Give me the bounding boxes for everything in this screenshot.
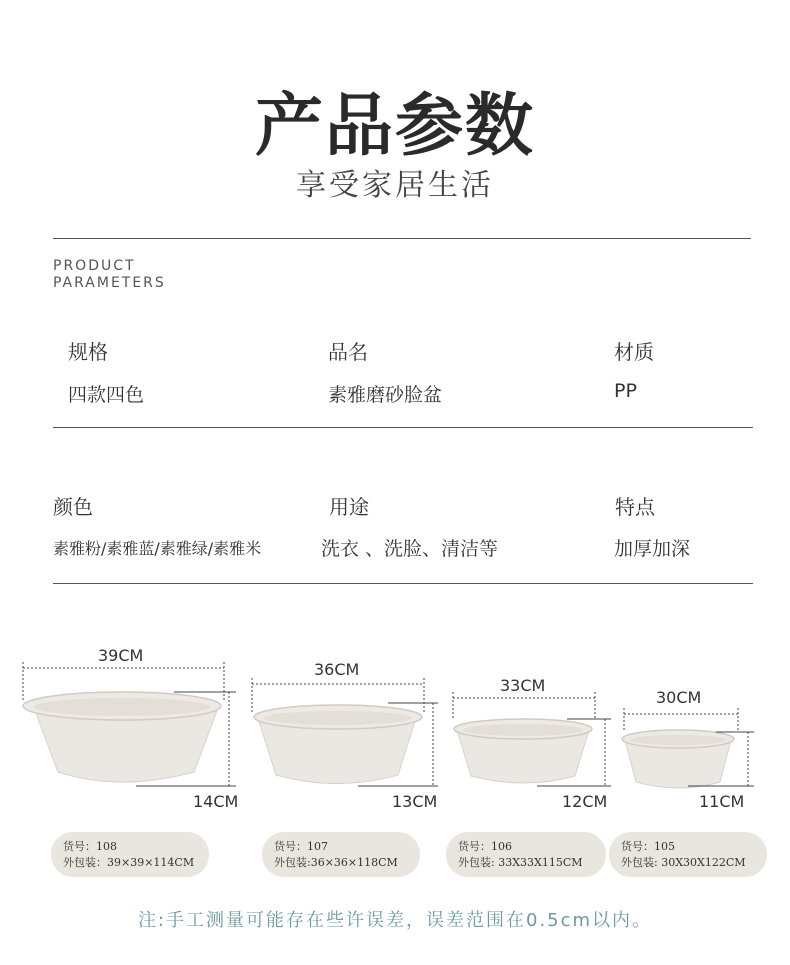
param-value-feature: 加厚加深 [614,538,691,560]
width-label-105: 30CM [656,688,702,707]
param-label-name: 品名 [328,340,368,364]
param-label-feature: 特点 [615,495,655,519]
sku-label: 货号：106 [458,840,512,853]
param-label-usage: 用途 [329,495,369,519]
param-label-color: 颜色 [53,495,93,519]
height-label-105: 11CM [699,792,745,811]
package-label: 外包装: 30X30X122CM [621,856,746,869]
basin-image-108 [18,640,250,815]
sku-label: 货号：108 [63,840,117,853]
width-label-108: 39CM [98,646,144,665]
divider [53,583,753,584]
height-label-106: 12CM [562,792,608,811]
section-en-label: PRODUCT [53,258,136,274]
package-label: 外包装: 33X33X115CM [458,856,583,869]
param-value-usage: 洗衣 、洗脸、清洁等 [321,538,499,560]
param-label-spec: 规格 [68,340,108,364]
page-title: 产品参数 [254,87,535,166]
measurement-note: 注:手工测量可能存在些许误差，误差范围在0.5cm以内。 [137,910,653,931]
param-value-material: PP [614,380,637,402]
sku-pill-105 [609,832,767,877]
param-value-name: 素雅磨砂脸盆 [328,384,443,406]
param-label-material: 材质 [614,340,654,364]
divider [53,238,751,239]
height-label-107: 13CM [392,792,438,811]
page-subtitle: 享受家居生活 [296,168,494,203]
divider [53,427,753,428]
basin-image-105 [618,690,758,805]
param-value-spec: 四款四色 [68,384,145,406]
sku-pill-107 [262,832,420,877]
sku-pill-108 [51,832,209,877]
height-label-108: 14CM [193,792,239,811]
width-label-107: 36CM [314,660,360,679]
package-label: 外包装:36×36×118CM [274,856,398,869]
sku-label: 货号：107 [274,840,328,853]
basin-image-107 [248,660,448,810]
basin-image-106 [449,676,619,806]
section-en-label: PARAMETERS [53,275,166,291]
param-value-color: 素雅粉/素雅蓝/素雅绿/素雅米 [53,539,262,558]
sku-label: 货号：105 [621,840,675,853]
width-label-106: 33CM [500,676,546,695]
sku-pill-106 [446,832,606,877]
package-label: 外包装：39×39×114CM [63,856,195,869]
